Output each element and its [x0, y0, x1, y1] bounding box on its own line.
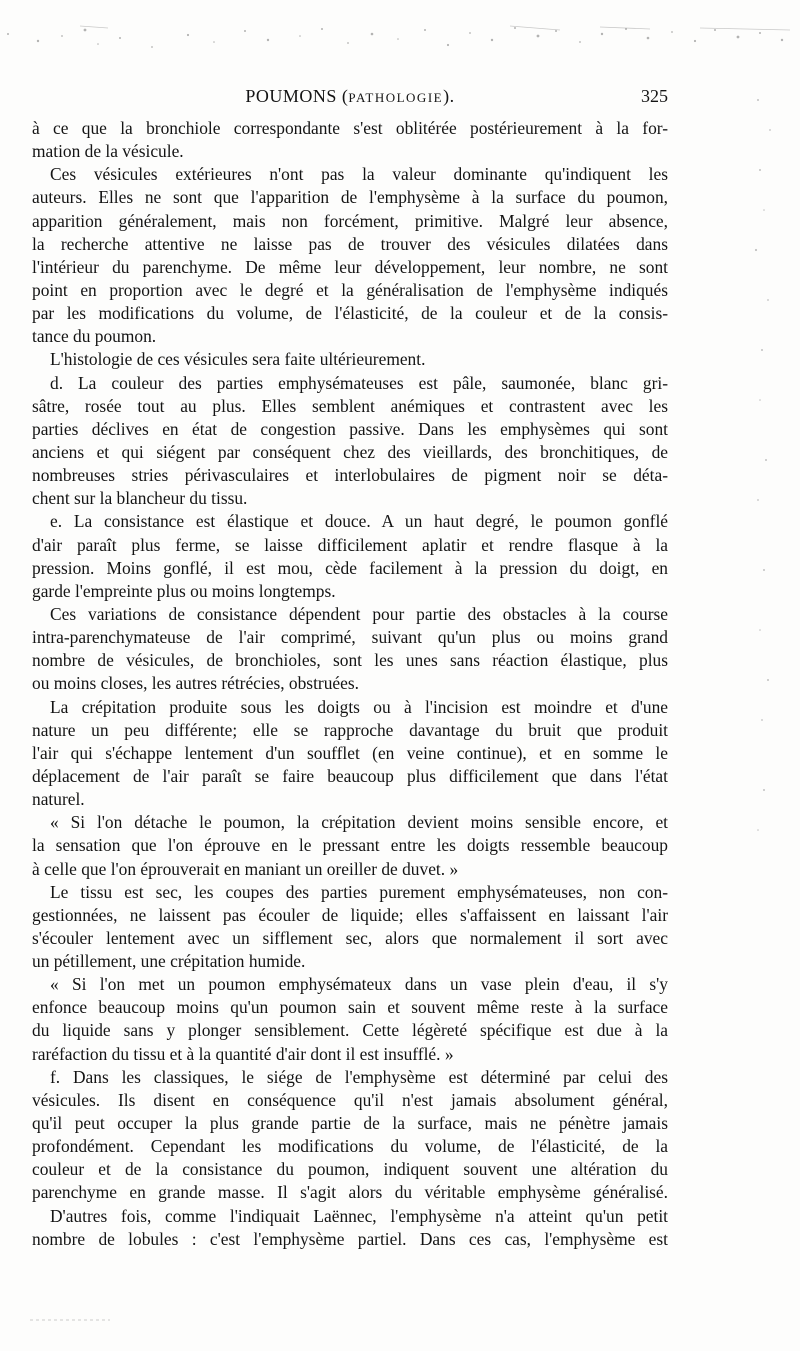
text-line: « Si l'on met un poumon emphysémateux dans un vase plein d'eau, il s'y [50, 974, 668, 995]
text-line: apparition généralement, mais non forcément, primitive. Malgré leur absence, [32, 210, 668, 231]
text-line: qu'il peut occuper la plus grande partie de la surface, mais ne pénètre jamais [32, 1113, 668, 1134]
text-line: par les modifications du volume, de l'élasticité, de la couleur et de la consis- [32, 303, 668, 324]
text-line: D'autres fois, comme l'indiquait Laënnec, l'emphysème n'a atteint qu'un petit [50, 1205, 668, 1226]
text-line: pression. Moins gonflé, il est mou, cède facilement à la pression du doigt, en [32, 557, 668, 578]
text-line: couleur et de la consistance du poumon, indiquent souvent une altération du [32, 1159, 668, 1180]
text-line: enfonce beaucoup moins qu'un poumon sain et souvent même reste à la surface [32, 997, 668, 1018]
text-line: profondément. Cependant les modifications du volume, de l'élasticité, de la [32, 1136, 668, 1157]
text-line: tance du poumon. [32, 326, 157, 347]
text-line: sâtre, rosée tout au plus. Elles semblent anémiques et contrastent avec les [32, 395, 668, 416]
text-line: Ces variations de consistance dépendent pour partie des obstacles à la course [50, 603, 668, 624]
text-line: parties déclives en état de congestion passive. Dans les emphysèmes qui sont [32, 418, 668, 439]
title-main: POUMONS ( [245, 86, 349, 106]
text-line: l'intérieur du parenchyme. De même leur développement, leur nombre, ne sont [32, 256, 668, 277]
text-line: auteurs. Elles ne sont que l'apparition de l'emphysème à la surface du poumon, [32, 187, 668, 208]
text-line: du liquide sans y plonger sensiblement. Cette légèreté spécifique est due à la [32, 1020, 668, 1041]
text-line: à celle que l'on éprouverait en maniant un oreiller de duvet. » [32, 858, 459, 879]
text-line: l'air qui s'échappe lentement d'un soufflet (en veine continue), et en somme le [32, 742, 668, 763]
text-line: nombre de vésicules, de bronchioles, sont les unes sans réaction élastique, plus [32, 650, 668, 671]
title-end: ). [443, 86, 455, 106]
text-line: Le tissu est sec, les coupes des parties purement emphysémateuses, non con- [50, 881, 668, 902]
title-sub: PATHOLOGIE [348, 90, 444, 105]
text-line: nombre de lobules : c'est l'emphysème partiel. Dans ces cas, l'emphysème est [32, 1228, 668, 1249]
text-line: ou moins closes, les autres rétrécies, obstruées. [32, 673, 359, 694]
text-line: La crépitation produite sous les doigts ou à l'incision est moindre et d'une [50, 696, 668, 717]
text-line: d'air paraît plus ferme, se laisse difficilement aplatir et rendre flasque à la [32, 534, 668, 555]
text-line: mation de la vésicule. [32, 141, 184, 162]
text-line: vésicules. Ils disent en conséquence qu'il n'est jamais absolument général, [32, 1089, 668, 1110]
text-line: f. Dans les classiques, le siége de l'emphysème est déterminé par celui des [50, 1066, 668, 1087]
text-line: naturel. [32, 789, 85, 810]
page-number: 325 [641, 86, 668, 106]
text-line: point en proportion avec le degré et la généralisation de l'emphysème indiqués [32, 279, 668, 300]
text-line: à ce que la bronchiole correspondante s'est oblitérée postérieurement à la for- [32, 118, 668, 138]
text-line: déplacement de l'air paraît se faire beaucoup plus difficilement que dans l'état [32, 765, 668, 786]
running-title [32, 86, 668, 107]
text-line: L'histologie de ces vésicules sera faite ultérieurement. [50, 349, 426, 370]
text-line: chent sur la blancheur du tissu. [32, 488, 248, 509]
text-line: raréfaction du tissu et à la quantité d'air dont il est insufflé. » [32, 1043, 454, 1064]
text-line: anciens et qui siégent par conséquent chez des vieillards, des bronchitiques, de [32, 441, 668, 462]
text-line: « Si l'on détache le poumon, la crépitation devient moins sensible encore, et [50, 812, 668, 833]
scan-noise-bottom [30, 1318, 110, 1322]
text-line: la sensation que l'on éprouve en le pressant entre les doigts ressemble beaucoup [32, 835, 668, 856]
text-line: gestionnées, ne laissent pas écouler de liquide; elles s'affaissent en laissant l'air [32, 904, 668, 925]
text-line: nature un peu différente; elle se rapproche davantage du bruit que produit [32, 719, 668, 740]
text-line: parenchyme en grande masse. Il s'agit alors du véritable emphysème généralisé. [32, 1182, 668, 1203]
text-line: intra-parenchymateuse de l'air comprimé, suivant qu'un plus ou moins grand [32, 627, 668, 648]
running-header [32, 86, 668, 112]
scan-noise-top [0, 0, 800, 70]
text-line: la recherche attentive ne laisse pas de trouver des vésicules dilatées dans [32, 233, 668, 254]
body-text [32, 117, 668, 1251]
text-line: un pétillement, une crépitation humide. [32, 951, 306, 972]
text-line: garde l'empreinte plus ou moins longtemps. [32, 580, 336, 601]
scan-noise-right [750, 70, 800, 970]
text-line: nombreuses stries périvasculaires et interlobulaires de pigment noir se déta- [32, 465, 668, 486]
text-line: d. La couleur des parties emphysémateuses est pâle, saumonée, blanc gri- [50, 372, 668, 393]
text-line: e. La consistance est élastique et douce. A un haut degré, le poumon gonflé [50, 511, 668, 532]
text-line: Ces vésicules extérieures n'ont pas la valeur dominante qu'indiquent les [50, 164, 668, 185]
text-line: s'écouler lentement avec un sifflement sec, alors que normalement il sort avec [32, 927, 668, 948]
